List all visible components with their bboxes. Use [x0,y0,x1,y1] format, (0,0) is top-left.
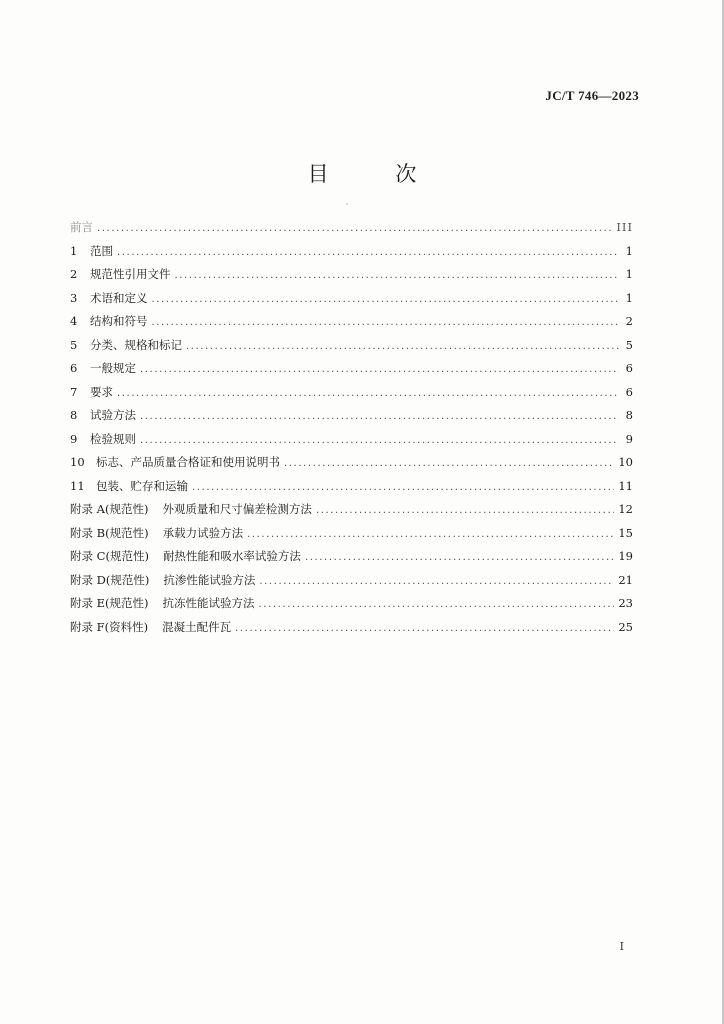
toc-entry-9[interactable] [70,428,633,452]
toc-leader [117,382,619,406]
toc-entry-page: 6 [625,384,633,399]
toc-entry-page: 8 [625,408,633,422]
document-code: JC/T 746—2023 [545,88,639,103]
toc-entry-page: 12 [618,502,633,516]
toc-leader [140,429,619,453]
toc-leader [259,593,615,617]
toc-entry-number: 1 [70,243,78,258]
toc-entry-number: 8 [70,408,78,422]
toc-entry-number: 3 [70,290,78,305]
toc-entry-appendix-f[interactable] [70,616,633,640]
toc-entry-page: 25 [618,619,633,634]
toc-leader [259,570,614,594]
toc-entry-label: 一般规定 [90,361,136,375]
toc-entry-1[interactable] [70,240,633,264]
toc-entry-number: 5 [70,337,78,352]
toc-entry-page: 23 [618,596,633,610]
toc-leader [97,217,612,241]
toc-entry-number: 7 [70,384,78,399]
toc-entry-label: 抗冻性能试验方法 [162,596,255,610]
toc-entry-appendix-e[interactable] [70,592,633,616]
toc-leader [152,288,620,312]
toc-entry-number: 11 [70,478,85,493]
appendix-tag: 附录 A(规范性) [70,502,149,516]
toc-entry-label: 范围 [90,243,113,258]
toc-entry-label: 规范性引用文件 [90,267,171,281]
toc-entry-label: 承载力试验方法 [162,525,244,540]
toc-entry-appendix-b[interactable] [70,522,633,546]
toc-entry-label: 前言 [70,220,93,234]
toc-entry-page: 1 [625,243,633,258]
toc-entry-label: 检验规则 [90,431,136,446]
toc-leader [186,335,619,359]
toc-entry-appendix-a[interactable] [70,498,633,522]
toc-entry-label: 外观质量和尺寸偏差检测方法 [162,502,312,516]
toc-leader [175,264,620,288]
toc-entry-label: 试验方法 [90,408,136,422]
toc-entry-label: 要求 [90,384,113,399]
toc-entry-number: 2 [70,267,78,281]
toc-entry-7[interactable] [70,381,633,405]
toc-leader [284,452,614,476]
appendix-tag: 附录 F(资料性) [70,619,149,634]
toc-entry-10[interactable] [70,451,633,475]
toc-entry-page: 15 [618,525,633,540]
toc-entry-label: 分类、规格和标记 [90,337,182,352]
toc-leader [140,405,619,429]
toc-leader [247,523,614,547]
toc-leader [117,241,619,265]
toc-entry-page: 1 [625,267,633,281]
toc-leader [235,617,614,641]
toc-entry-11[interactable] [70,475,633,499]
toc-leader [305,546,614,570]
toc-entry-label: 混凝土配件瓦 [162,619,232,634]
toc-entry-2[interactable] [70,263,633,287]
toc-entry-page: 5 [625,337,633,352]
toc-entry-number: 9 [70,431,78,446]
table-of-contents [70,216,633,639]
toc-leader [316,499,614,523]
toc-leader [140,358,619,382]
appendix-tag: 附录 B(规范性) [70,525,149,540]
toc-entry-5[interactable] [70,334,633,358]
appendix-tag: 附录 C(规范性) [70,549,149,563]
page-number: I [619,940,624,953]
appendix-tag: 附录 E(规范性) [70,596,149,610]
appendix-tag: 附录 D(规范性) [70,572,150,587]
toc-entry-number: 6 [70,361,78,375]
toc-entry-8[interactable] [70,404,633,428]
toc-entry-page: 9 [625,431,633,446]
toc-entry-number: 4 [70,314,78,328]
toc-entry-label: 标志、产品质量合格证和使用说明书 [96,455,280,469]
toc-entry-page: 10 [618,455,633,469]
toc-entry-page: 6 [625,361,633,375]
toc-entry-page: 19 [618,549,633,563]
toc-entry-label: 耐热性能和吸水率试验方法 [162,549,301,563]
toc-entry-number: 10 [70,455,85,469]
page-title: 目 次 [307,162,447,186]
toc-entry-page: III [616,220,633,234]
toc-entry-appendix-d[interactable] [70,569,633,593]
toc-leader [152,311,620,335]
toc-leader [192,476,614,500]
scan-speck [346,203,348,205]
toc-entry-label: 结构和符号 [90,314,148,328]
toc-entry-4[interactable] [70,310,633,334]
toc-entry-foreword[interactable] [70,216,633,240]
toc-entry-page: 2 [625,314,633,328]
toc-entry-label: 包装、贮存和运输 [96,478,188,493]
toc-entry-page: 11 [618,478,633,493]
toc-entry-3[interactable] [70,287,633,311]
toc-entry-appendix-c[interactable] [70,545,633,569]
toc-entry-label: 术语和定义 [90,290,148,305]
toc-entry-label: 抗渗性能试验方法 [163,572,256,587]
toc-entry-page: 1 [625,290,633,305]
toc-entry-6[interactable] [70,357,633,381]
toc-entry-page: 21 [618,572,633,587]
